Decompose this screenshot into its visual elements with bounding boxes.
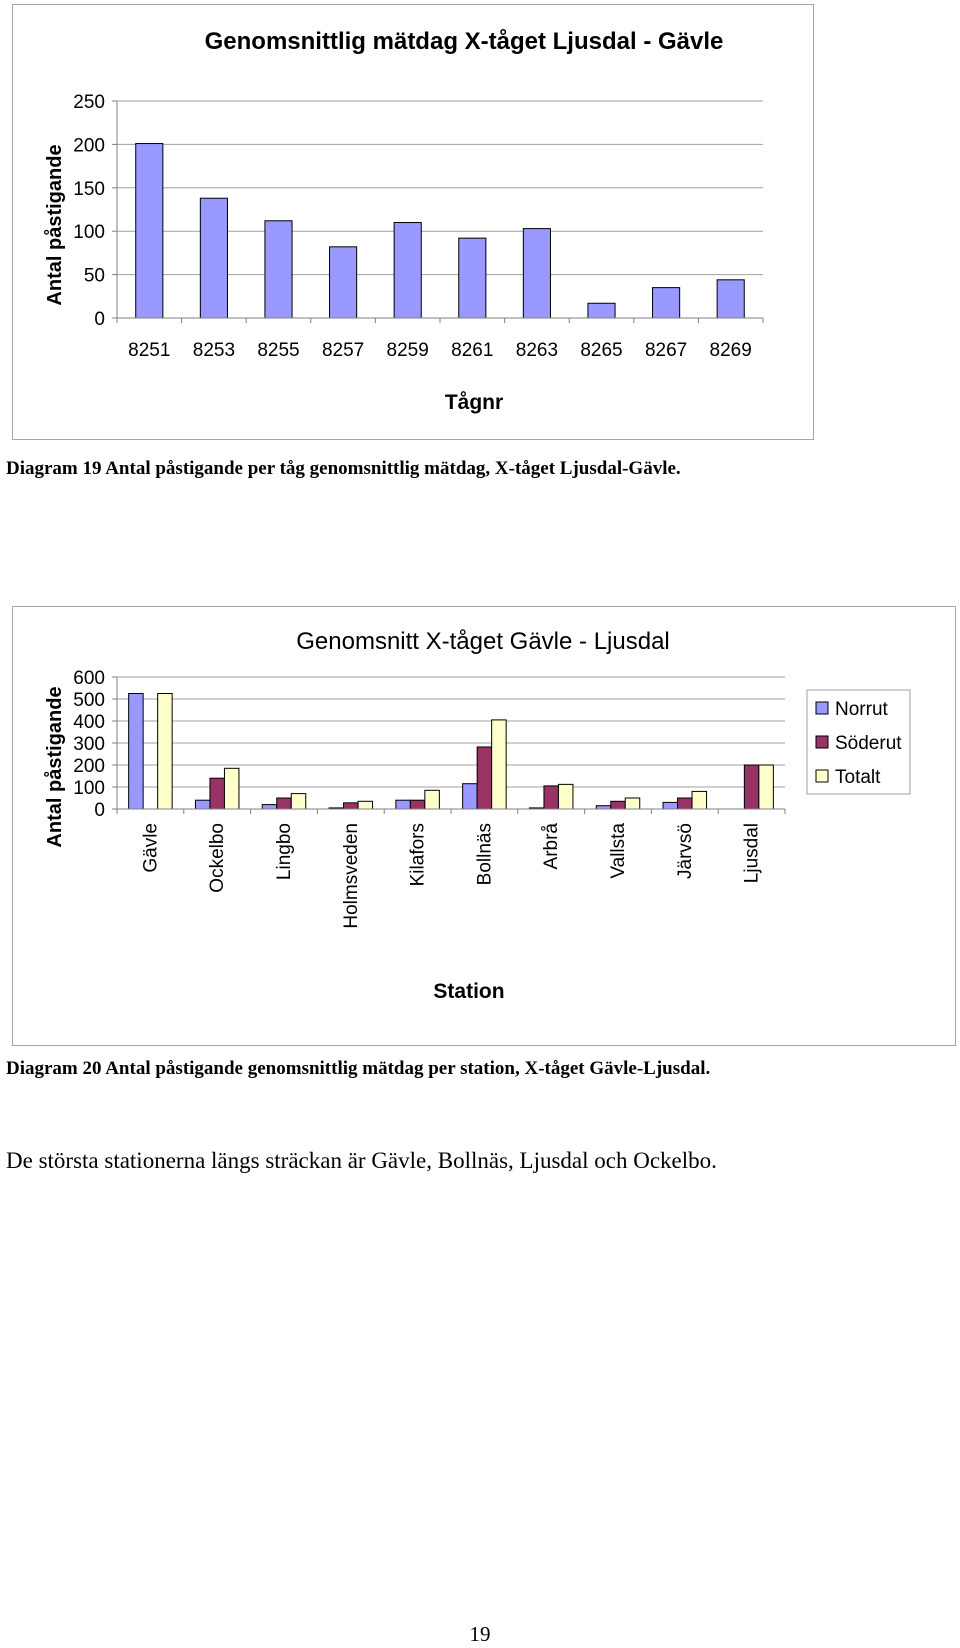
chart-2-y-tick-label: 200 (73, 756, 105, 777)
chart-1-x-tick-label-8263: 8263 (515, 340, 559, 361)
chart-1-x-tick-label-8261: 8261 (451, 340, 494, 361)
chart-2-bar-kilafors-totalt (425, 790, 440, 809)
chart-1-bar-8269 (717, 280, 744, 318)
chart-2-bar-holmsveden-soderut (344, 803, 359, 809)
chart-2-x-tick-label-lingbo: Lingbo (274, 823, 295, 881)
chart-1-x-tick-label-8251: 8251 (128, 340, 171, 361)
chart-1-bar-8265 (588, 303, 615, 318)
chart-2-bar-bollnas-norrut (463, 784, 478, 809)
chart-1-title: Genomsnittlig mätdag X-tåget Ljusdal - Gävle (204, 28, 724, 55)
chart-2-bar-ockelbo-soderut (210, 778, 225, 809)
chart-2-legend-label-soderut: Söderut (835, 733, 902, 754)
chart-2-legend (807, 690, 910, 794)
body-paragraph: De största stationerna längs sträckan är Gävle, Bollnäs, Ljusdal och Ockelbo. (6, 1148, 717, 1173)
chart-1-bar-8267 (653, 288, 680, 318)
chart-1-x-axis-label: Tågnr (444, 391, 504, 414)
chart-2-x-ticks (140, 823, 762, 929)
chart-2-bar-lingbo-soderut (277, 798, 292, 809)
chart-2-frame (12, 606, 956, 1046)
diagram-19-caption: Diagram 19 Antal påstigande per tåg genomsnittlig mätdag, X-tåget Ljusdal-Gävle. (6, 458, 681, 479)
chart-2-legend-swatch-soderut (816, 736, 828, 748)
chart-1-x-tick-label-8255: 8255 (257, 340, 300, 361)
chart-2-bar-lingbo-norrut (262, 805, 277, 809)
chart-1-y-tick-label: 250 (73, 92, 105, 113)
chart-1-x-tick-label-8259: 8259 (386, 340, 429, 361)
chart-2-bar-bollnas-soderut (477, 747, 492, 809)
chart-2-bar-vallsta-soderut (611, 801, 626, 809)
chart-1-y-tick-label: 200 (73, 135, 105, 157)
chart-2-y-axis-label: Antal påstigande (44, 686, 66, 848)
diagram-20-caption: Diagram 20 Antal påstigande genomsnittlig mätdag per station, X-tåget Gävle-Ljusdal. (6, 1058, 711, 1079)
chart-2-legend-swatch-norrut (816, 702, 828, 714)
chart-2-bar-lingbo-totalt (291, 794, 306, 809)
chart-1-x-tick-label-8267: 8267 (644, 340, 688, 361)
chart-1-bar-8255 (265, 221, 292, 318)
chart-1-x-tick-label-8265: 8265 (580, 340, 623, 361)
page-number: 19 (469, 1622, 491, 1646)
chart-1-y-tick-label: 150 (73, 178, 105, 200)
chart-2-x-tick-label-gavle: Gävle (140, 823, 162, 873)
chart-2-bar-arbra-totalt (558, 784, 573, 809)
chart-2-y-ticks (73, 668, 105, 821)
chart-2-bar-kilafors-soderut (410, 800, 425, 809)
chart-2-bar-gavle-totalt (158, 694, 173, 810)
chart-2-title: Genomsnitt X-tåget Gävle - Ljusdal (296, 628, 670, 655)
chart-2-bar-gavle-norrut (129, 694, 144, 810)
chart-2-x-tick-label-ljusdal: Ljusdal (741, 823, 763, 884)
chart-1-y-axis-label: Antal påstigande (44, 144, 66, 306)
chart-2-y-tick-label: 600 (73, 668, 105, 689)
chart-2-bar-ockelbo-totalt (224, 768, 239, 809)
chart-1-bar-8263 (523, 229, 550, 318)
chart-2-bar-bollnas-totalt (492, 720, 507, 809)
chart-2-x-tick-label-holmsveden: Holmsveden (340, 823, 362, 929)
chart-1-svg (13, 5, 815, 441)
chart-2-x-tick-label-arbra: Arbrå (541, 823, 563, 870)
chart-2-bar-vallsta-totalt (625, 798, 640, 809)
chart-2-x-axis-label: Station (433, 980, 505, 1003)
chart-1-bar-8257 (330, 247, 357, 318)
chart-1-frame (12, 4, 814, 440)
chart-2-bar-ljusdal-soderut (744, 765, 759, 809)
chart-2-x-tick-label-ockelbo: Ockelbo (207, 823, 229, 893)
chart-2-gridlines (117, 677, 785, 787)
chart-2-y-tick-label: 500 (73, 690, 105, 711)
chart-1-y-tick-label: 0 (94, 309, 105, 330)
chart-2-bar-arbra-soderut (544, 786, 559, 809)
chart-1-bar-8261 (459, 238, 486, 318)
chart-2-y-tick-label: 300 (73, 734, 105, 755)
chart-2-y-tick-label: 400 (73, 712, 105, 733)
chart-1-y-tick-label: 50 (83, 265, 105, 287)
chart-2-legend-label-totalt: Totalt (835, 767, 881, 788)
chart-2-legend-label-norrut: Norrut (835, 699, 888, 720)
chart-1-bar-8259 (394, 223, 421, 318)
chart-1-y-ticks (73, 92, 105, 330)
chart-1-y-tick-label: 100 (73, 222, 105, 244)
chart-2-bar-jarvso-norrut (663, 802, 678, 809)
chart-1-x-tick-label-8253: 8253 (192, 340, 236, 361)
chart-1-x-tick-label-8269: 8269 (709, 340, 752, 361)
chart-2-x-tick-label-vallsta: Vallsta (608, 823, 629, 879)
chart-1-bar-8253 (200, 198, 227, 318)
chart-2-x-tick-label-bollnas: Bollnäs (474, 823, 496, 886)
chart-2-bar-jarvso-soderut (678, 798, 693, 809)
chart-2-bar-holmsveden-totalt (358, 801, 373, 809)
chart-1-x-ticks (128, 340, 752, 361)
chart-2-bar-ockelbo-norrut (195, 800, 210, 809)
chart-1-bar-8251 (136, 144, 163, 318)
chart-2-legend-swatch-totalt (816, 770, 828, 782)
chart-2-y-tick-label: 0 (94, 800, 105, 821)
chart-2-bar-ljusdal-totalt (759, 765, 774, 809)
chart-2-y-tick-label: 100 (73, 778, 105, 799)
chart-1-x-tick-label-8257: 8257 (321, 340, 365, 361)
chart-2-svg (13, 607, 957, 1047)
chart-2-x-tick-label-kilafors: Kilafors (407, 823, 429, 887)
chart-2-x-tick-label-jarvso: Järvsö (674, 823, 696, 879)
chart-2-bar-jarvso-totalt (692, 791, 707, 809)
chart-2-bars (129, 694, 774, 810)
chart-2-bar-kilafors-norrut (396, 800, 411, 809)
